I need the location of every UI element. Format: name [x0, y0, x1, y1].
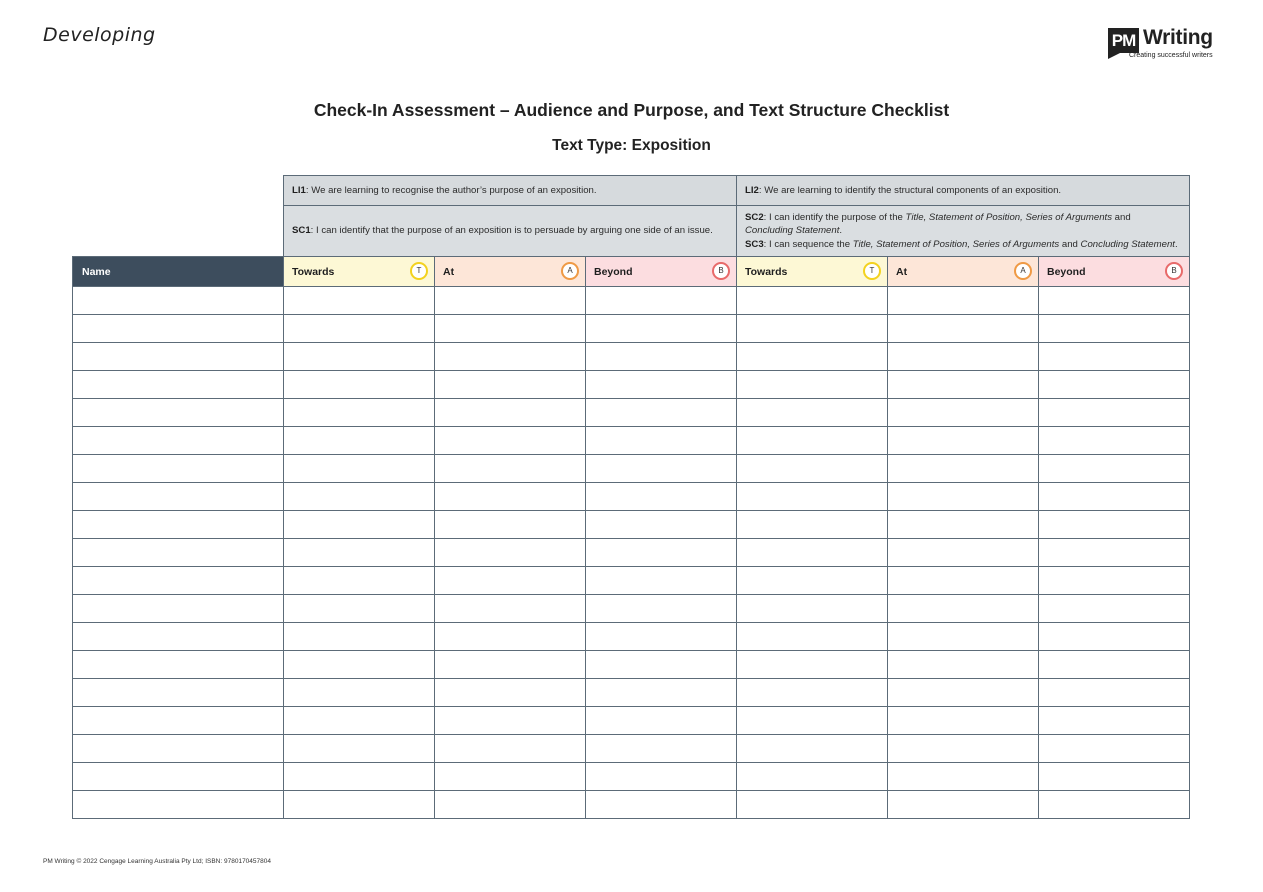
at-badge-icon: A — [561, 262, 579, 280]
li1-at-cell — [435, 791, 586, 819]
li1-at-cell — [435, 707, 586, 735]
li2-beyond-cell — [1039, 343, 1190, 371]
li1-towards-cell — [284, 651, 435, 679]
li2-beyond-cell — [1039, 707, 1190, 735]
name-cell — [73, 567, 284, 595]
table-row — [73, 427, 1190, 455]
success-criteria-2-3 — [737, 206, 1190, 257]
li1-at-cell — [435, 511, 586, 539]
li1-towards-cell — [284, 399, 435, 427]
li2-beyond-cell — [1039, 287, 1190, 315]
table-row — [73, 371, 1190, 399]
li2-at-cell — [888, 763, 1039, 791]
li1-towards-cell — [284, 371, 435, 399]
name-cell — [73, 315, 284, 343]
li1-beyond-cell — [586, 343, 737, 371]
name-cell — [73, 427, 284, 455]
li1-beyond-cell — [586, 651, 737, 679]
li1-beyond-cell — [586, 623, 737, 651]
li1-beyond-cell — [586, 763, 737, 791]
li2-towards-cell — [737, 567, 888, 595]
li1-at-cell — [435, 567, 586, 595]
li2-at-cell — [888, 707, 1039, 735]
li2-towards-cell — [737, 791, 888, 819]
logo-tagline: Creating successful writers — [1129, 52, 1213, 59]
li1-towards-cell — [284, 735, 435, 763]
li1-beyond-cell — [586, 287, 737, 315]
li2-towards-cell — [737, 287, 888, 315]
li2-towards-cell — [737, 371, 888, 399]
name-cell — [73, 399, 284, 427]
table-row — [73, 651, 1190, 679]
li1-at-cell — [435, 539, 586, 567]
name-cell — [73, 623, 284, 651]
copyright-footer: PM Writing © 2022 Cengage Learning Australia Pty Ltd; ISBN: 9780170457804 — [43, 858, 271, 865]
table-row — [73, 455, 1190, 483]
li2-at-cell — [888, 511, 1039, 539]
li1-beyond-cell — [586, 315, 737, 343]
li1-at-cell — [435, 483, 586, 511]
name-cell — [73, 287, 284, 315]
success-criterion-3: SC3: I can sequence the Title, Statement of Position, Series of Arguments and Concluding Statement. — [745, 238, 1178, 250]
li1-towards-cell — [284, 623, 435, 651]
li2-towards-cell — [737, 455, 888, 483]
li2-towards-cell — [737, 679, 888, 707]
li1-at-cell — [435, 371, 586, 399]
blank-corner-cell — [73, 176, 284, 206]
li1-beyond-cell — [586, 539, 737, 567]
li2-beyond-cell — [1039, 595, 1190, 623]
li2-beyond-cell — [1039, 539, 1190, 567]
li2-towards-cell — [737, 735, 888, 763]
learning-intentions-row — [73, 176, 1190, 206]
li1-beyond-cell — [586, 707, 737, 735]
li1-beyond-cell — [586, 427, 737, 455]
li2-beyond-cell — [1039, 315, 1190, 343]
li2-at-cell — [888, 343, 1039, 371]
li1-at-cell — [435, 455, 586, 483]
li2-beyond-cell — [1039, 623, 1190, 651]
li2-at-cell — [888, 427, 1039, 455]
li2-beyond-cell — [1039, 399, 1190, 427]
column-header-row — [73, 257, 1190, 287]
blank-corner-cell — [73, 206, 284, 257]
table-row — [73, 763, 1190, 791]
li2-at-cell — [888, 287, 1039, 315]
li2-beyond-cell — [1039, 735, 1190, 763]
name-cell — [73, 539, 284, 567]
li2-beyond-cell — [1039, 763, 1190, 791]
success-criterion-1: SC1: I can identify that the purpose of an exposition is to persuade by arguing one side of an issue. — [284, 206, 737, 257]
pm-logo-mark: PM — [1108, 28, 1139, 53]
li2-at-cell — [888, 567, 1039, 595]
name-cell — [73, 371, 284, 399]
table-row — [73, 679, 1190, 707]
li2-towards-cell — [737, 483, 888, 511]
li2-at-cell — [888, 735, 1039, 763]
li1-beyond-cell — [586, 399, 737, 427]
li2-towards-cell — [737, 763, 888, 791]
li1-towards-cell — [284, 539, 435, 567]
li1-at-cell — [435, 735, 586, 763]
success-criteria-row — [73, 206, 1190, 257]
table-row — [73, 791, 1190, 819]
table-row — [73, 483, 1190, 511]
li1-at-cell — [435, 315, 586, 343]
li2-at-cell — [888, 455, 1039, 483]
li2-at-cell — [888, 623, 1039, 651]
li2-towards-header: Towards T — [737, 257, 888, 287]
li2-beyond-cell — [1039, 483, 1190, 511]
li2-at-cell — [888, 595, 1039, 623]
li1-beyond-cell — [586, 791, 737, 819]
table-row — [73, 623, 1190, 651]
li1-beyond-cell — [586, 455, 737, 483]
li2-towards-cell — [737, 651, 888, 679]
table-row — [73, 595, 1190, 623]
li2-beyond-cell — [1039, 679, 1190, 707]
li1-beyond-cell — [586, 679, 737, 707]
at-badge-icon: A — [1014, 262, 1032, 280]
table-row — [73, 735, 1190, 763]
learning-intention-1: LI1: We are learning to recognise the author’s purpose of an exposition. — [284, 176, 737, 206]
table-row — [73, 343, 1190, 371]
li1-at-header: At A — [435, 257, 586, 287]
li2-at-header: At A — [888, 257, 1039, 287]
name-cell — [73, 343, 284, 371]
table-row — [73, 567, 1190, 595]
level-label: Developing — [43, 24, 156, 46]
li2-at-cell — [888, 679, 1039, 707]
table-row — [73, 287, 1190, 315]
pm-writing-logo — [1108, 26, 1228, 62]
name-cell — [73, 455, 284, 483]
li1-beyond-cell — [586, 511, 737, 539]
li2-at-cell — [888, 483, 1039, 511]
name-cell — [73, 735, 284, 763]
li1-at-cell — [435, 399, 586, 427]
li2-beyond-cell — [1039, 567, 1190, 595]
li2-at-cell — [888, 315, 1039, 343]
li1-towards-cell — [284, 763, 435, 791]
page-title: Check-In Assessment – Audience and Purpose, and Text Structure Checklist — [313, 100, 950, 120]
li2-beyond-cell — [1039, 427, 1190, 455]
li1-beyond-cell — [586, 567, 737, 595]
li1-at-cell — [435, 287, 586, 315]
page-subtitle: Text Type: Exposition — [552, 137, 711, 154]
li2-towards-cell — [737, 595, 888, 623]
li1-beyond-cell — [586, 371, 737, 399]
li1-at-cell — [435, 679, 586, 707]
li1-beyond-cell — [586, 735, 737, 763]
li2-towards-cell — [737, 315, 888, 343]
li1-towards-cell — [284, 595, 435, 623]
name-cell — [73, 763, 284, 791]
name-cell — [73, 679, 284, 707]
li1-at-cell — [435, 343, 586, 371]
name-cell — [73, 707, 284, 735]
name-cell — [73, 595, 284, 623]
li2-beyond-cell — [1039, 455, 1190, 483]
li1-beyond-cell — [586, 483, 737, 511]
li2-beyond-header: Beyond B — [1039, 257, 1190, 287]
li2-towards-cell — [737, 707, 888, 735]
towards-badge-icon: T — [863, 262, 881, 280]
li1-towards-cell — [284, 707, 435, 735]
pm-logo-tail — [1108, 52, 1122, 59]
li1-towards-cell — [284, 343, 435, 371]
name-cell — [73, 651, 284, 679]
li2-beyond-cell — [1039, 791, 1190, 819]
li1-at-cell — [435, 763, 586, 791]
li2-at-cell — [888, 371, 1039, 399]
li1-at-cell — [435, 427, 586, 455]
li2-towards-cell — [737, 511, 888, 539]
li1-towards-cell — [284, 511, 435, 539]
li2-towards-cell — [737, 343, 888, 371]
li1-at-cell — [435, 623, 586, 651]
li1-towards-cell — [284, 455, 435, 483]
li1-towards-cell — [284, 315, 435, 343]
li2-towards-cell — [737, 623, 888, 651]
li1-towards-cell — [284, 287, 435, 315]
li2-beyond-cell — [1039, 511, 1190, 539]
li2-at-cell — [888, 651, 1039, 679]
li2-at-cell — [888, 791, 1039, 819]
li2-towards-cell — [737, 427, 888, 455]
li2-at-cell — [888, 539, 1039, 567]
assessment-checklist-table — [72, 175, 1190, 819]
towards-badge-icon: T — [410, 262, 428, 280]
table-row — [73, 511, 1190, 539]
li2-at-cell — [888, 399, 1039, 427]
beyond-badge-icon: B — [712, 262, 730, 280]
li2-beyond-cell — [1039, 651, 1190, 679]
li1-towards-header: Towards T — [284, 257, 435, 287]
li2-beyond-cell — [1039, 371, 1190, 399]
beyond-badge-icon: B — [1165, 262, 1183, 280]
li1-towards-cell — [284, 483, 435, 511]
learning-intention-2: LI2: We are learning to identify the structural components of an exposition. — [737, 176, 1190, 206]
table-row — [73, 315, 1190, 343]
logo-wordmark: Writing — [1143, 26, 1213, 49]
li1-towards-cell — [284, 679, 435, 707]
name-column-header: Name — [73, 257, 284, 287]
li1-towards-cell — [284, 427, 435, 455]
li2-towards-cell — [737, 539, 888, 567]
li1-beyond-header: Beyond B — [586, 257, 737, 287]
li1-towards-cell — [284, 567, 435, 595]
table-row — [73, 539, 1190, 567]
success-criterion-2: SC2: I can identify the purpose of the Title, Statement of Position, Series of Arguments and Concluding Statement. — [745, 211, 1131, 237]
name-cell — [73, 791, 284, 819]
li1-at-cell — [435, 595, 586, 623]
name-cell — [73, 511, 284, 539]
li1-beyond-cell — [586, 595, 737, 623]
table-row — [73, 707, 1190, 735]
li2-towards-cell — [737, 399, 888, 427]
li1-towards-cell — [284, 791, 435, 819]
li1-at-cell — [435, 651, 586, 679]
name-cell — [73, 483, 284, 511]
table-row — [73, 399, 1190, 427]
